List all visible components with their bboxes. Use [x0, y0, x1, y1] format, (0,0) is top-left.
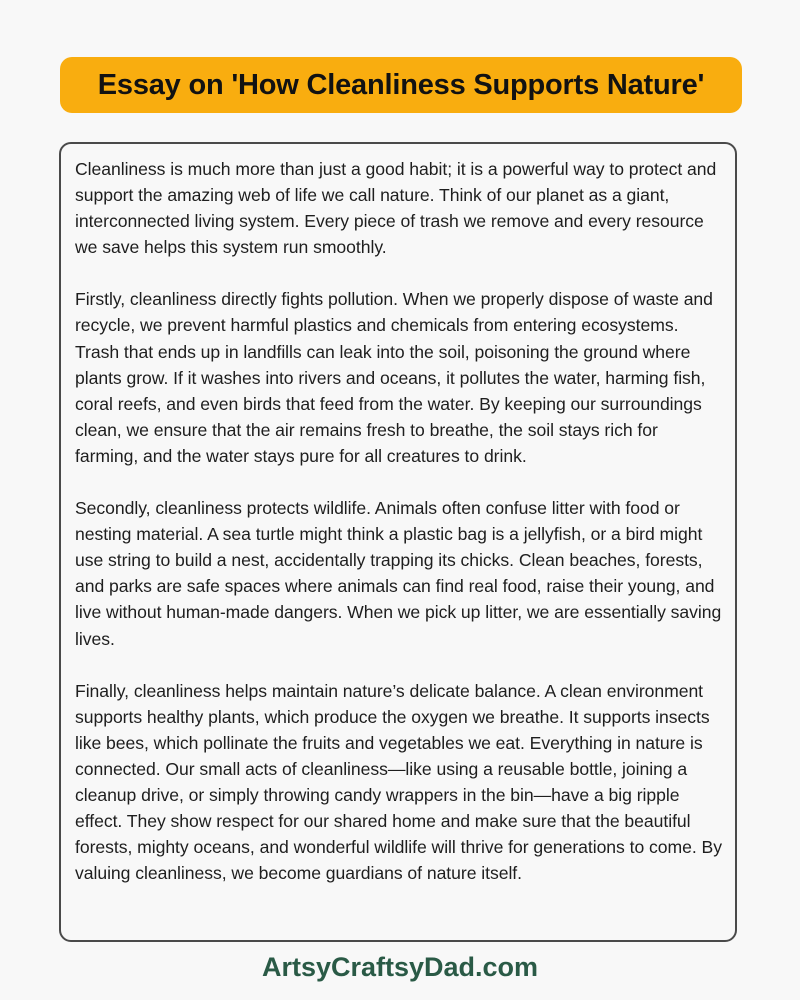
- essay-paragraph-pollution: Firstly, cleanliness directly fights pollution. When we properly dispose of waste and recycle, we prevent harmful plastics and chemicals from entering ecosystems. Trash that ends up in landfills can leak into the soil, poisoning the ground where plants grow. If it washes into rivers and oceans, it pollutes the water, harming fish, coral reefs, and even birds that feed from the water. By keeping our surroundings clean, we ensure that the air remains fresh to breathe, the soil stays rich for farming, and the water stays pure for all creatures to drink.: [75, 289, 713, 466]
- footer-website: ArtsyCraftsyDad.com: [261, 952, 539, 982]
- title-banner: [60, 57, 742, 113]
- essay-paragraph-intro: Cleanliness is much more than just a good habit; it is a powerful way to protect and support the amazing web of life we call nature. Think of our planet as a giant, interconnected living system. Every piece of trash we remove and every resource we save helps this system run smoothly.: [75, 159, 717, 258]
- page-title: Essay on 'How Cleanliness Supports Nature': [97, 68, 705, 101]
- essay-paragraph-wildlife: Secondly, cleanliness protects wildlife. Animals often confuse litter with food or nesting material. A sea turtle might think a plastic bag is a jellyfish, or a bird might use string to build a nest, accidentally trapping its chicks. Clean beaches, forests, and parks are safe spaces where animals can find real food, raise their young, and live without human-made dangers. When we pick up litter, we are essentially saving lives.: [75, 498, 722, 649]
- essay-body: [59, 142, 737, 942]
- essay-paragraph-balance: Finally, cleanliness helps maintain nature’s delicate balance. A clean environment supports healthy plants, which produce the oxygen we breathe. It supports insects like bees, which pollinate the fruits and vegetables we eat. Everything in nature is connected. Our small acts of cleanliness—like using a reusable bottle, joining a cleanup drive, or simply throwing candy wrappers in the bin—have a big ripple effect. They show respect for our shared home and make sure that the beautiful forests, mighty oceans, and wonderful wildlife will thrive for generations to come. By valuing cleanliness, we become guardians of nature itself.: [75, 680, 722, 884]
